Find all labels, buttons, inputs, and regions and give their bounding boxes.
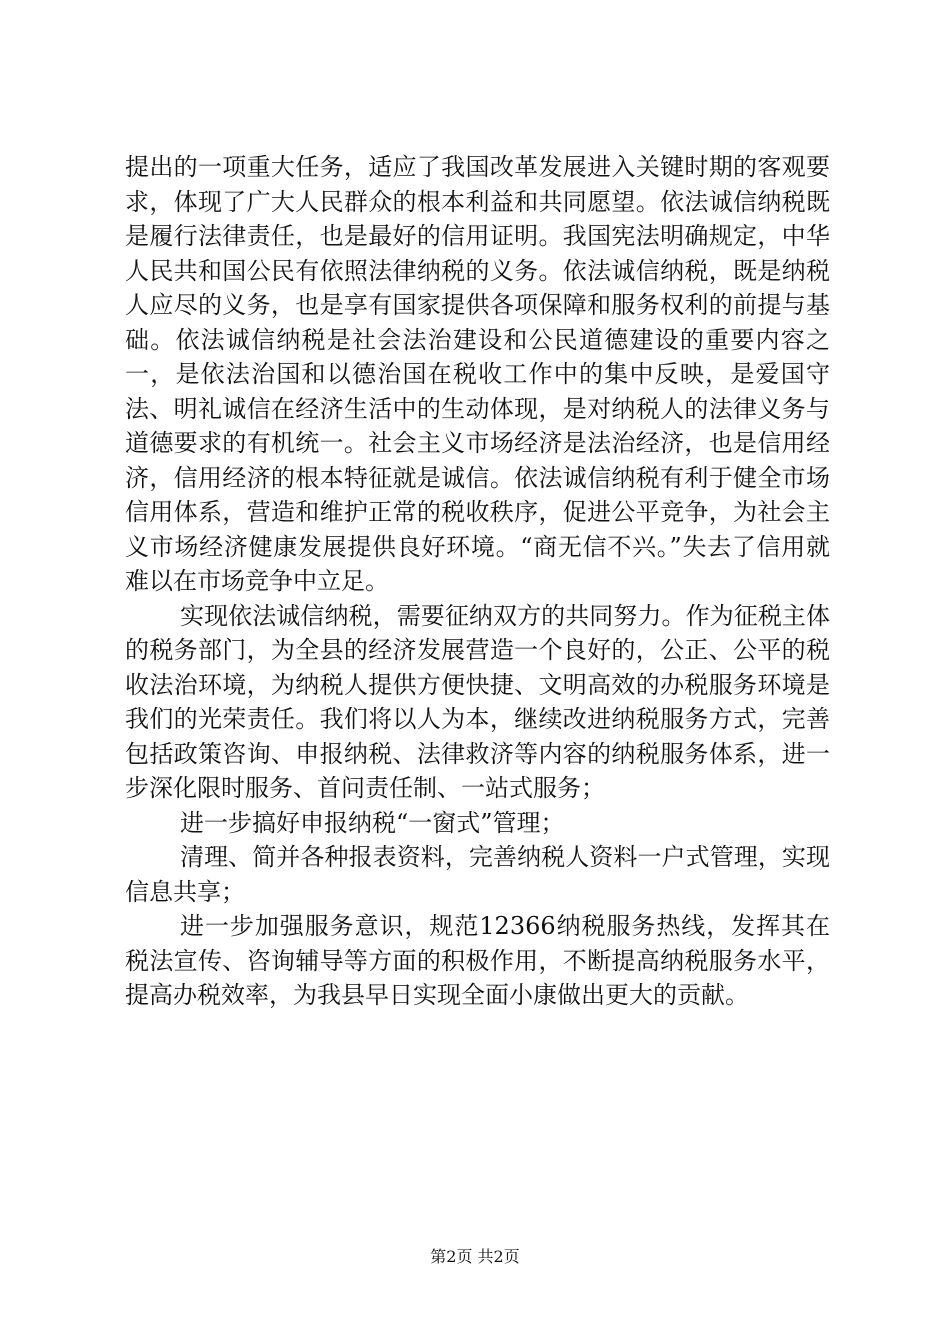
page-footer [0, 1244, 950, 1267]
document-body [125, 150, 830, 1013]
paragraph-service-awareness: 进一步加强服务意识，规范12366纳税服务热线，发挥其在税法宣传、咨询辅导等方面的积极作用，不断提高纳税服务水平，提高办税效率，为我县早日实现全面小康做出更大的贡献。 [125, 912, 830, 1009]
page-number-label: 第2页 共2页 [430, 1247, 520, 1266]
paragraph-one-window: 进一步搞好申报纳税“一窗式”管理； [180, 808, 565, 837]
paragraph-continuation: 提出的一项重大任务，适应了我国改革发展进入关键时期的客观要求，体现了广大人民群众的根本利益和共同愿望。依法诚信纳税既是履行法律责任，也是最好的信用证明。我国宪法明确规定，中华人民共和国公民有依照法律纳税的义务。依法诚信纳税，既是纳税人应尽的义务，也是享有国家提供各项保障和服务权利的前提与基础。依法诚信纳税是社会法治建设和公民道德建设的重要内容之一，是依法治国和以德治国在税收工作中的集中反映，是爱国守法、明礼诚信在经济生活中的生动体现，是对纳税人的法律义务与道德要求的有机统一。社会主义市场经济是法治经济，也是信用经济，信用经济的根本特征就是诚信。依法诚信纳税有利于健全市场信用体系，营造和维护正常的税收秩序，促进公平竞争，为社会主义市场经济健康发展提供良好环境。“商无信不兴。”失去了信用就难以在市场竞争中立足。 [125, 153, 830, 595]
paragraph-report-simplification: 清理、简并各种报表资料，完善纳税人资料一户式管理，实现信息共享； [125, 843, 830, 906]
paragraph-joint-effort: 实现依法诚信纳税，需要征纳双方的共同努力。作为征税主体的税务部门，为全县的经济发展营造一个良好的，公正、公平的税收法治环境，为纳税人提供方便快捷、文明高效的办税服务环境是我们的光荣责任。我们将以人为本，继续改进纳税服务方式，完善包括政策咨询、申报纳税、法律救济等内容的纳税服务体系，进一步深化限时服务、首问责任制、一站式服务； [125, 601, 830, 802]
